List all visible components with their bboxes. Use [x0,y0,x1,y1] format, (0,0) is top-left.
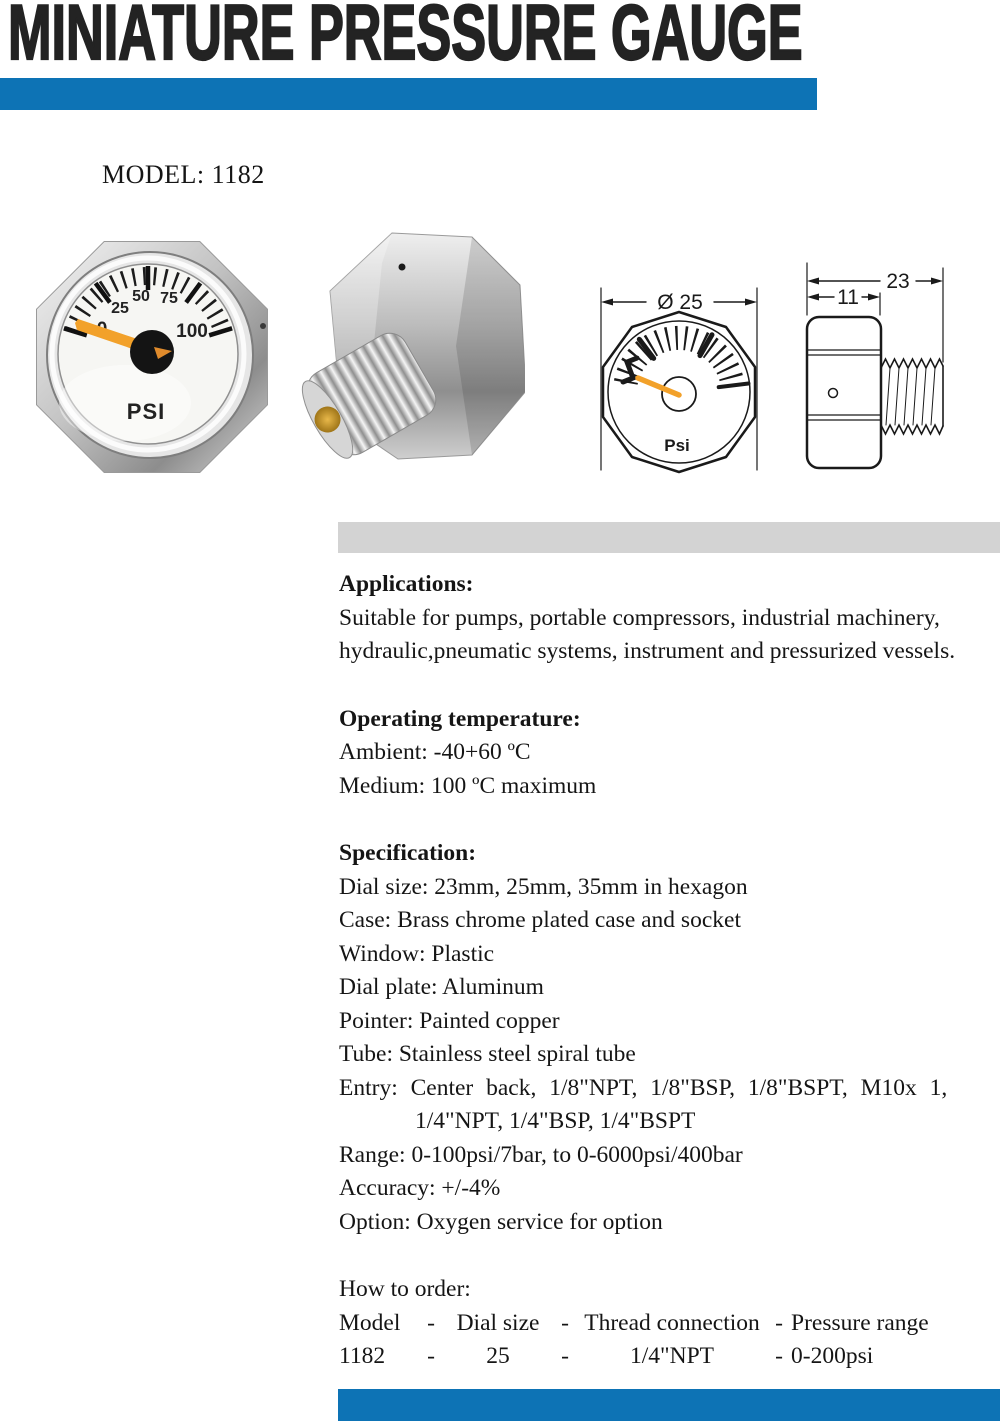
overall-width-label: 23 [886,270,910,293]
how-to-order-heading: How to order: [339,1276,471,1302]
order-val-dial-size: 25 [486,1343,510,1369]
order-separator: - [561,1343,569,1369]
spec-case: Case: Brass chrome plated case and socket [339,907,741,933]
order-col-pressure: Pressure range [791,1309,929,1336]
applications-line: hydraulic,pneumatic systems, instrument and pressurized vessels. [339,638,956,664]
order-val-pressure: 0-200psi [791,1343,874,1369]
thread-bottom-profile [881,425,943,434]
operating-temperature-line: Medium: 100 ºC maximum [339,772,597,799]
operating-temperature-heading: Operating temperature: [339,705,581,732]
thread-root-lines [886,368,935,425]
product-photo [20,223,525,498]
gauge-back-photo [292,233,525,466]
glass-reflection [59,365,191,441]
specification-heading: Specification: [339,840,477,866]
dial-unit-label: PSI [126,399,166,424]
drawing-dial-unit: Psi [664,436,690,455]
order-col-dial-size: Dial size [456,1309,540,1336]
hex-width-label: 11 [837,286,859,309]
case-vent-dot-right [399,264,406,271]
drawing-hex-body-side [807,317,881,468]
dim-arrow-11-right [868,294,880,301]
thread-top-profile [881,359,943,368]
order-separator: - [775,1343,783,1369]
order-col-thread: Thread connection [584,1309,760,1336]
case-vent-dot-left [260,323,266,329]
dial-number-50: 50 [132,288,150,305]
spacer [339,1239,1000,1273]
order-col-model: Model [339,1309,401,1336]
spec-dial-plate: Dial plate: Aluminum [339,974,544,1000]
dial-number-75: 75 [160,290,178,307]
technical-drawing [580,255,1000,490]
dim-arrow-23-right [931,278,943,285]
order-separator: - [775,1309,783,1336]
dial-number-100: 100 [176,321,208,342]
page-title: MINIATURE PRESSURE GAUGE [8,0,803,76]
spec-accuracy: Accuracy: +/-4% [339,1175,501,1201]
spec-option: Option: Oxygen service for option [339,1208,663,1235]
spec-tube: Tube: Stainless steel spiral tube [339,1041,636,1067]
order-separator: - [427,1343,435,1369]
order-separator: - [427,1309,435,1336]
spec-window: Window: Plastic [339,940,495,967]
header-accent-bar [0,78,817,110]
dim-arrow-23-left [807,278,819,285]
spec-range: Range: 0-100psi/7bar, to 0-6000psi/400bar [339,1141,743,1168]
spec-pointer: Pointer: Painted copper [339,1007,560,1034]
spec-entry-line2: 1/4"NPT, 1/4"BSP, 1/4"BSPT [415,1108,696,1134]
footer-accent-bar [338,1389,1000,1421]
dim-arrow-right [745,299,757,306]
spec-text-column [339,568,1000,1374]
diameter-dimension-label: Ø 25 [657,291,703,314]
order-val-thread: 1/4"NPT [629,1343,715,1369]
applications-heading: Applications: [339,571,474,597]
dial-number-25: 25 [111,300,129,317]
section-divider-bar [338,522,1000,553]
gauge-front-photo [37,242,268,473]
order-val-model: 1182 [339,1343,386,1369]
spacer [339,803,1000,837]
model-label: MODEL: 1182 [102,160,265,189]
applications-line: Suitable for pumps, portable compressors, industrial machinery, [339,604,940,631]
order-separator: - [561,1309,569,1336]
dim-arrow-11-left [807,294,819,301]
order-value-row [339,1340,1000,1374]
operating-temperature-line: Ambient: -40+60 ºC [339,739,531,765]
drawing-side-view [807,263,943,468]
spec-entry-line1: Entry: Center back, 1/8"NPT, 1/8"BSP, 1/8"BSPT, M10x 1, [339,1074,948,1101]
drawing-front-view [601,288,757,472]
spec-dial-size: Dial size: 23mm, 25mm, 35mm in hexagon [339,873,748,900]
spacer [339,669,1000,703]
order-header-row [339,1307,1000,1341]
dim-arrow-left [601,299,613,306]
